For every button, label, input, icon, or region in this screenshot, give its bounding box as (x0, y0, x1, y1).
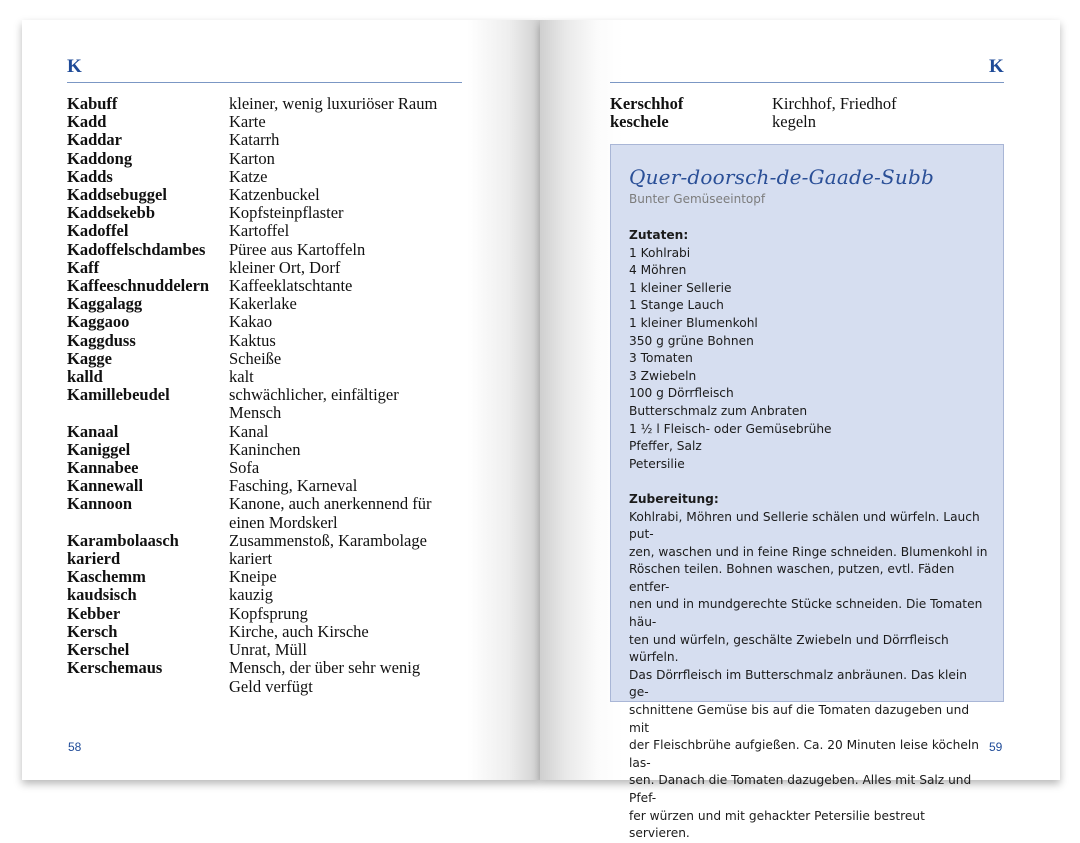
glossary-definition (229, 222, 467, 240)
definition-line: Scheiße (229, 348, 282, 368)
left-glossary-list (67, 95, 467, 696)
method-line: nen und in mundgerechte Stücke schneiden. Die Tomaten häu- (629, 597, 983, 630)
glossary-definition (229, 350, 467, 368)
glossary-definition (229, 204, 467, 222)
glossary-term: Kaffeeschnuddelern (67, 276, 210, 296)
ingredient-item: 4 Möhren (629, 263, 687, 278)
definition-line: Kopfsprung (229, 603, 308, 623)
right-section-letter: K (989, 56, 1004, 77)
glossary-definition (229, 150, 467, 168)
ingredient-item: 100 g Dörrfleisch (629, 386, 734, 401)
glossary-term: Kaddong (67, 148, 133, 168)
glossary-definition (229, 241, 467, 259)
definition-line: Kneipe (229, 567, 277, 587)
glossary-definition (229, 550, 467, 568)
definition-line: Püree aus Kartoffeln (229, 239, 366, 259)
method-line: Das Dörrfleisch im Butterschmalz anbräunen. Das klein ge- (629, 667, 967, 700)
glossary-entry (67, 641, 467, 659)
ingredients-list (629, 245, 989, 474)
glossary-entry (67, 204, 467, 222)
glossary-definition (229, 386, 467, 422)
glossary-entry (67, 350, 467, 368)
glossary-entry (67, 568, 467, 586)
method-line: Röschen teilen. Bohnen waschen, putzen, evtl. Fäden entfer- (629, 562, 955, 594)
glossary-definition (229, 477, 467, 495)
glossary-definition (229, 95, 467, 113)
glossary-definition (229, 313, 467, 331)
definition-line: Kanone, auch anerkennend für (229, 494, 432, 514)
glossary-definition (229, 623, 467, 641)
glossary-term: Kannewall (67, 476, 144, 496)
definition-line: Katzenbuckel (229, 185, 320, 205)
definition-line: Unrat, Müll (229, 640, 307, 660)
method-text (629, 509, 989, 843)
right-header-rule (610, 82, 1004, 83)
glossary-definition (229, 659, 467, 695)
ingredient-item: 1 kleiner Blumenkohl (629, 315, 758, 330)
glossary-entry (67, 368, 467, 386)
ingredient-item: 1 Kohlrabi (629, 245, 691, 260)
method-line: schnittene Gemüse bis auf die Tomaten dazugeben und mit (629, 703, 970, 735)
glossary-term: Kamillebeudel (67, 385, 170, 405)
glossary-term: Kaschemm (67, 567, 146, 587)
definition-line: Katze (229, 166, 268, 186)
definition-line: Kaktus (229, 330, 276, 350)
glossary-term: Kaddar (67, 130, 123, 150)
definition-line: kariert (229, 549, 273, 569)
glossary-term: Kabuff (67, 94, 118, 113)
glossary-definition (772, 95, 1004, 113)
glossary-definition (229, 423, 467, 441)
glossary-term: Kaniggel (67, 439, 131, 459)
ingredient-item: 3 Tomaten (629, 351, 693, 366)
definition-line: Kaffeeklatschtante (229, 276, 353, 296)
glossary-definition (229, 605, 467, 623)
glossary-entry (67, 332, 467, 350)
definition-line: Kaninchen (229, 439, 301, 459)
glossary-term: Kerschemaus (67, 658, 163, 678)
glossary-term: Kerschhof (610, 94, 684, 113)
glossary-entry (67, 586, 467, 604)
glossary-definition (229, 277, 467, 295)
glossary-term: karierd (67, 549, 121, 569)
glossary-term: Kadoffel (67, 221, 129, 241)
definition-line: schwächlicher, einfältiger (229, 385, 399, 405)
glossary-entry (67, 186, 467, 204)
definition-line: Geld verfügt (229, 676, 313, 696)
glossary-definition (229, 368, 467, 386)
glossary-term: Kebber (67, 603, 121, 623)
glossary-entry (67, 495, 467, 531)
glossary-definition (229, 586, 467, 604)
ingredient-item: 350 g grüne Bohnen (629, 333, 754, 348)
glossary-term: Kerschel (67, 640, 130, 660)
glossary-entry (610, 113, 1004, 131)
definition-line: Kirchhof, Friedhof (772, 94, 897, 113)
glossary-entry (67, 550, 467, 568)
glossary-entry (67, 423, 467, 441)
glossary-term: Kaddsekebb (67, 203, 156, 223)
glossary-entry (67, 277, 467, 295)
glossary-term: Kannabee (67, 458, 139, 478)
method-heading: Zubereitung: (629, 491, 719, 506)
glossary-term: kalld (67, 367, 103, 387)
right-glossary-list (610, 95, 1004, 131)
glossary-entry (67, 222, 467, 240)
glossary-definition (229, 532, 467, 550)
definition-line: Katarrh (229, 130, 280, 150)
glossary-term: Kanaal (67, 421, 119, 441)
definition-line: Mensch (229, 403, 282, 423)
glossary-definition (229, 495, 467, 531)
method-line: fer würzen und mit gehackter Petersilie bestreut servieren. (629, 808, 925, 841)
definition-line: kleiner Ort, Dorf (229, 257, 341, 277)
method-line: zen, waschen und in feine Ringe schneiden. Blumenkohl in (629, 544, 988, 559)
glossary-definition (229, 641, 467, 659)
definition-line: einen Mordskerl (229, 512, 338, 532)
recipe-body (629, 227, 989, 843)
glossary-term: Kaggaoo (67, 312, 130, 332)
method-line: Kohlrabi, Möhren und Sellerie schälen und würfeln. Lauch put- (629, 509, 980, 542)
glossary-term: Kadd (67, 112, 107, 132)
definition-line: Fasching, Karneval (229, 476, 358, 496)
glossary-term: Karambolaasch (67, 530, 179, 550)
ingredient-item: 1 kleiner Sellerie (629, 280, 732, 295)
definition-line: Kakao (229, 312, 273, 332)
glossary-term: Kagge (67, 348, 112, 368)
right-page-number: 59 (989, 740, 1003, 754)
ingredient-item: Butterschmalz zum Anbraten (629, 403, 808, 418)
glossary-entry (67, 150, 467, 168)
glossary-definition (229, 186, 467, 204)
glossary-entry (67, 623, 467, 641)
glossary-definition (229, 441, 467, 459)
definition-line: Karte (229, 112, 266, 132)
glossary-entry (67, 241, 467, 259)
glossary-definition (229, 113, 467, 131)
glossary-definition (229, 168, 467, 186)
definition-line: kleiner, wenig luxuriöser Raum (229, 94, 438, 113)
ingredient-item: 1 Stange Lauch (629, 298, 724, 313)
glossary-entry (67, 605, 467, 623)
glossary-entry (67, 477, 467, 495)
glossary-term: Kaff (67, 257, 100, 277)
glossary-entry (67, 131, 467, 149)
glossary-term: kaudsisch (67, 585, 137, 605)
left-header-rule (67, 82, 462, 83)
method-line: sen. Danach die Tomaten dazugeben. Alles mit Salz und Pfef- (629, 773, 972, 805)
glossary-definition (229, 568, 467, 586)
definition-line: Kakerlake (229, 294, 297, 314)
glossary-definition (229, 459, 467, 477)
glossary-entry (67, 441, 467, 459)
definition-line: Kartoffel (229, 221, 290, 241)
glossary-definition (229, 259, 467, 277)
recipe-subtitle: Bunter Gemüseeintopf (629, 192, 766, 206)
ingredients-heading: Zutaten: (629, 228, 689, 242)
ingredient-item: 3 Zwiebeln (629, 368, 697, 383)
definition-line: kegeln (772, 112, 816, 132)
definition-line: Kanal (229, 421, 269, 441)
definition-line: kalt (229, 367, 254, 387)
definition-line: Sofa (229, 458, 260, 478)
glossary-entry (67, 532, 467, 550)
glossary-entry (67, 313, 467, 331)
glossary-entry (67, 168, 467, 186)
glossary-term: Kadds (67, 166, 113, 186)
ingredient-item: 1 ½ l Fleisch- oder Gemüsebrühe (629, 421, 832, 436)
glossary-definition (229, 131, 467, 149)
glossary-entry (67, 95, 467, 113)
glossary-term: Kaggalagg (67, 294, 143, 314)
ingredient-item: Pfeffer, Salz (629, 439, 702, 454)
glossary-entry (67, 113, 467, 131)
glossary-term: Kaggduss (67, 330, 136, 350)
method-line: ten und würfeln, geschälte Zwiebeln und Dörrfleisch würfeln. (629, 632, 949, 665)
definition-line: Kirche, auch Kirsche (229, 621, 369, 641)
glossary-term: Kannoon (67, 494, 133, 514)
recipe-title: Quer-doorsch-de-Gaade-Subb (629, 165, 934, 189)
definition-line: kauzig (229, 585, 273, 605)
glossary-entry (67, 295, 467, 313)
glossary-definition (229, 295, 467, 313)
glossary-term: Kadoffelschdambes (67, 239, 206, 259)
definition-line: Mensch, der über sehr wenig (229, 658, 421, 678)
glossary-entry (67, 386, 467, 422)
ingredient-item: Petersilie (629, 456, 685, 471)
definition-line: Zusammenstoß, Karambolage (229, 530, 427, 550)
left-section-letter: K (67, 56, 82, 77)
definition-line: Karton (229, 148, 275, 168)
glossary-term: Kaddsebuggel (67, 185, 167, 205)
glossary-term: Kersch (67, 621, 118, 641)
glossary-entry (67, 659, 467, 695)
glossary-entry (67, 259, 467, 277)
method-line: der Fleischbrühe aufgießen. Ca. 20 Minuten leise köcheln las- (629, 738, 979, 770)
glossary-entry (67, 459, 467, 477)
glossary-entry (610, 95, 1004, 113)
definition-line: Kopfsteinpflaster (229, 203, 344, 223)
glossary-definition (229, 332, 467, 350)
glossary-definition (772, 113, 1004, 131)
glossary-term: keschele (610, 112, 669, 132)
left-page-number: 58 (68, 740, 82, 754)
